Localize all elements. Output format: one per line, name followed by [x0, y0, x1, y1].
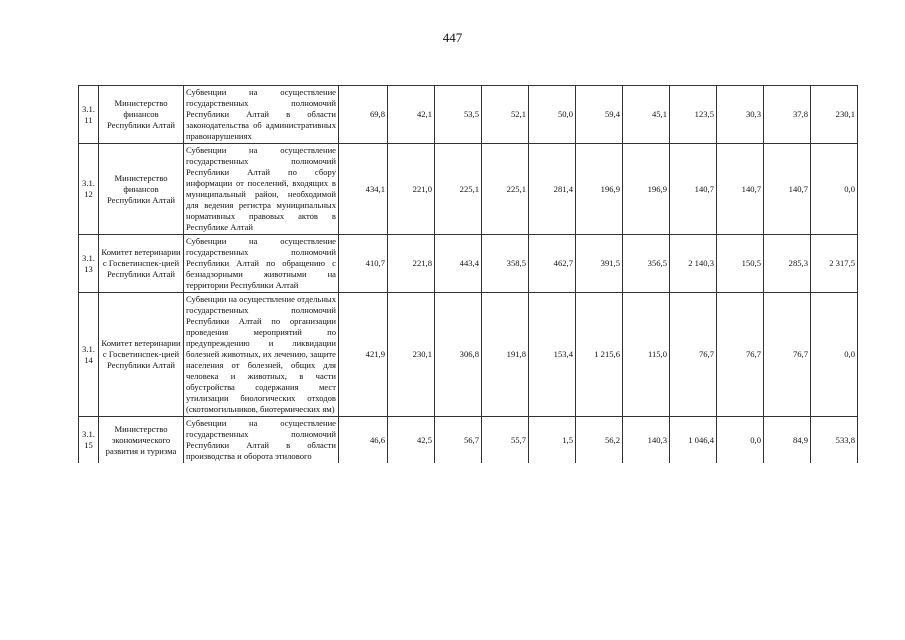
- value-cell: 196,9: [623, 144, 670, 235]
- row-code: 3.1.11: [79, 86, 99, 144]
- table-row: [79, 235, 858, 293]
- value-cell: 37,8: [764, 86, 811, 144]
- value-cell: 391,5: [576, 235, 623, 293]
- subvention-table: [78, 85, 858, 463]
- value-cell: 140,7: [764, 144, 811, 235]
- value-cell: 2 140,3: [670, 235, 717, 293]
- value-cell: 1,5: [529, 417, 576, 464]
- table-row: [79, 86, 858, 144]
- value-cell: 2 317,5: [811, 235, 858, 293]
- value-cell: 225,1: [482, 144, 529, 235]
- value-cell: 221,0: [388, 144, 435, 235]
- row-code: 3.1.13: [79, 235, 99, 293]
- row-organization: Комитет ветеринарии с Госветинспек-цией Республики Алтай: [99, 293, 184, 417]
- row-description: Субвенции на осуществление государственных полномочий Республики Алтай в области законодательства об административных правонарушениях: [184, 86, 339, 144]
- row-code: 3.1.12: [79, 144, 99, 235]
- value-cell: 191,8: [482, 293, 529, 417]
- value-cell: 42,1: [388, 86, 435, 144]
- table-row: [79, 144, 858, 235]
- value-cell: 59,4: [576, 86, 623, 144]
- value-cell: 55,7: [482, 417, 529, 464]
- value-cell: 50,0: [529, 86, 576, 144]
- value-cell: 0,0: [811, 293, 858, 417]
- value-cell: 69,8: [339, 86, 388, 144]
- row-code: 3.1.15: [79, 417, 99, 464]
- value-cell: 356,5: [623, 235, 670, 293]
- value-cell: 153,4: [529, 293, 576, 417]
- value-cell: 46,6: [339, 417, 388, 464]
- value-cell: 0,0: [717, 417, 764, 464]
- value-cell: 306,8: [435, 293, 482, 417]
- value-cell: 462,7: [529, 235, 576, 293]
- value-cell: 1 215,6: [576, 293, 623, 417]
- value-cell: 84,9: [764, 417, 811, 464]
- value-cell: 45,1: [623, 86, 670, 144]
- value-cell: 285,3: [764, 235, 811, 293]
- row-organization: Комитет ветеринарии с Госветинспек-цией Республики Алтай: [99, 235, 184, 293]
- value-cell: 443,4: [435, 235, 482, 293]
- value-cell: 76,7: [717, 293, 764, 417]
- value-cell: 150,5: [717, 235, 764, 293]
- value-cell: 0,0: [811, 144, 858, 235]
- value-cell: 230,1: [388, 293, 435, 417]
- value-cell: 281,4: [529, 144, 576, 235]
- value-cell: 196,9: [576, 144, 623, 235]
- value-cell: 30,3: [717, 86, 764, 144]
- value-cell: 225,1: [435, 144, 482, 235]
- row-organization: Министерство экономического развития и туризма: [99, 417, 184, 464]
- value-cell: 123,5: [670, 86, 717, 144]
- value-cell: 115,0: [623, 293, 670, 417]
- row-organization: Министерство финансов Республики Алтай: [99, 86, 184, 144]
- page-number: 447: [442, 30, 463, 45]
- value-cell: 533,8: [811, 417, 858, 464]
- value-cell: 421,9: [339, 293, 388, 417]
- row-description: Субвенции на осуществление государственных полномочий Республики Алтай в области производства и оборота этилового: [184, 417, 339, 464]
- value-cell: 358,5: [482, 235, 529, 293]
- value-cell: 434,1: [339, 144, 388, 235]
- value-cell: 410,7: [339, 235, 388, 293]
- value-cell: 56,7: [435, 417, 482, 464]
- row-description: Субвенции на осуществление государственных полномочий Республики Алтай по обращению с безнадзорными животными на территории Республики Алтай: [184, 235, 339, 293]
- value-cell: 76,7: [670, 293, 717, 417]
- value-cell: 221,8: [388, 235, 435, 293]
- row-code: 3.1.14: [79, 293, 99, 417]
- value-cell: 140,7: [670, 144, 717, 235]
- value-cell: 1 046,4: [670, 417, 717, 464]
- row-description: Субвенции на осуществление отдельных государственных полномочий Республики Алтай по организации проведения мероприятий по предупреждению и ликвидации болезней животных, их лечению, защите населения от болезней, общих для человека и животных, в части обустройства содержания мест утилизации биологических отходов (скотомогильников, биотермических ям): [184, 293, 339, 417]
- value-cell: 56,2: [576, 417, 623, 464]
- value-cell: 42,5: [388, 417, 435, 464]
- table-row: [79, 417, 858, 464]
- value-cell: 140,7: [717, 144, 764, 235]
- value-cell: 53,5: [435, 86, 482, 144]
- value-cell: 140,3: [623, 417, 670, 464]
- row-description: Субвенции на осуществление государственных полномочий Республики Алтай по сбору информации от поселений, входящих в муниципальный район, необходимой для ведения регистра муниципальных нормативных правовых актов в Республике Алтай: [184, 144, 339, 235]
- value-cell: 76,7: [764, 293, 811, 417]
- value-cell: 52,1: [482, 86, 529, 144]
- row-organization: Министерство финансов Республики Алтай: [99, 144, 184, 235]
- value-cell: 230,1: [811, 86, 858, 144]
- table-row: [79, 293, 858, 417]
